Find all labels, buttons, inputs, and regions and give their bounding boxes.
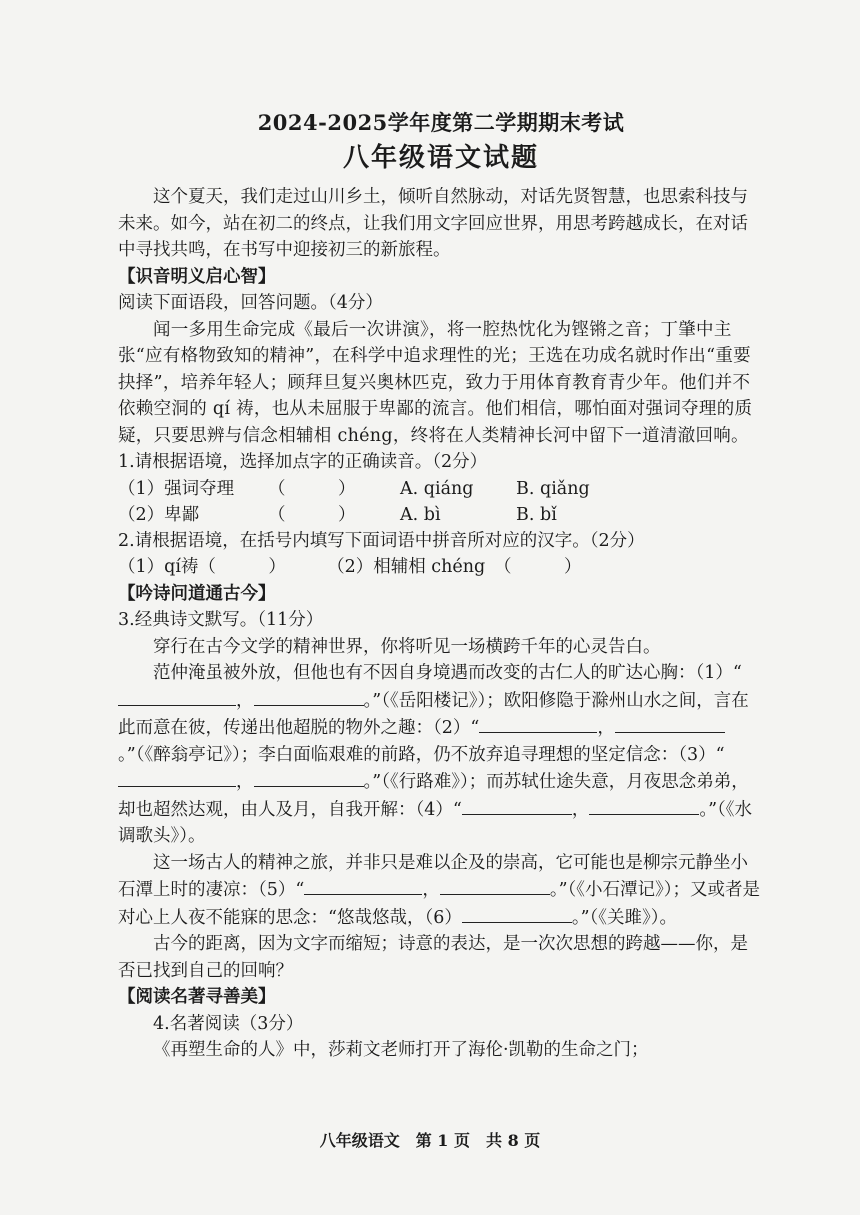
recitation-text: ， xyxy=(236,690,254,711)
blank-1b[interactable] xyxy=(254,687,364,706)
option-a[interactable]: A. qiáng xyxy=(400,478,474,499)
question-2-item-1[interactable]: （1）qí祷（ ） xyxy=(118,557,286,577)
recitation-text: 。”（《小石潭记》）；又或者是对心上人夜不能寐的思念：“悠哉悠哉，（6） xyxy=(118,880,761,928)
answer-paren[interactable]: （ ） xyxy=(268,478,356,499)
option-a[interactable]: A. bì xyxy=(400,504,441,525)
question-4-text: 《再塑生命的人》中，莎莉文老师打开了海伦·凯勒的生命之门； xyxy=(153,1040,649,1060)
blank-1a[interactable] xyxy=(118,687,236,706)
recitation-text: 。”（《岳阳楼记》）；欧阳修隐于滁州山水之间，言在此而意在彼，传递出他超脱的物外之趣：（2）“ xyxy=(118,690,749,738)
blank-5b[interactable] xyxy=(440,876,550,895)
answer-paren[interactable]: （ ） xyxy=(268,504,356,525)
question-1-item-1 xyxy=(118,476,764,502)
blank-4b[interactable] xyxy=(589,796,699,815)
item-label: （2）卑鄙 xyxy=(118,504,200,525)
section-header-poetry: 【吟诗问道通古今】 xyxy=(118,583,276,604)
recitation-paragraph-2 xyxy=(118,850,764,932)
intro-paragraph: 这个夏天，我们走过山川乡土，倾听自然脉动，对话先贤智慧，也思索科技与未来。如今，站在初二的终点，让我们用文字回应世界，用思考跨越成长，在对话中寻找共鸣，在书写中迎接初三的新旅程。 xyxy=(118,187,748,260)
recitation-text: 。”（《关雎》）。 xyxy=(571,907,678,928)
section-header-classics: 【阅读名著寻善美】 xyxy=(118,987,276,1007)
section1-instruction: 阅读下面语段，回答问题。（4分） xyxy=(118,293,383,313)
blank-4a[interactable] xyxy=(462,796,572,815)
blank-2a[interactable] xyxy=(479,714,597,733)
recitation-text: （1）“ xyxy=(695,663,742,683)
blank-3a[interactable] xyxy=(118,768,236,787)
recitation-paragraph-1 xyxy=(118,660,764,850)
recitation-text: 范仲淹虽被外放，但他也有不因自身境遇而改变的古仁人的旷达心胸： xyxy=(153,663,696,683)
question-1-item-2 xyxy=(118,502,764,528)
question-2-items xyxy=(118,554,764,581)
recitation-text: ， xyxy=(571,799,590,820)
blank-2b[interactable] xyxy=(615,714,725,733)
blank-6[interactable] xyxy=(462,904,572,923)
exam-subtitle: 八年级语文试题 xyxy=(342,143,539,173)
option-b[interactable]: B. bǐ xyxy=(516,504,557,525)
option-b[interactable]: B. qiǎng xyxy=(516,478,590,499)
blank-3b[interactable] xyxy=(254,768,364,787)
recitation-text: 。”（《水调歌头》）。 xyxy=(118,799,753,846)
closing-paragraph: 古今的距离，因为文字而缩短；诗意的表达，是一次次思想的跨越——你，是否已找到自己的回响？ xyxy=(118,934,748,981)
exam-title: 2024-2025学年度第二学期期末考试 xyxy=(257,110,625,135)
page-footer: 八年级语文 第 1 页 共 8 页 xyxy=(319,1131,541,1150)
question-2-stem: 2.请根据语境，在括号内填写下面词语中拼音所对应的汉字。（2分） xyxy=(118,530,645,551)
recitation-text: 。”（《行路难》）；而苏轼仕途失意，月夜思念弟弟，却也超然达观，由人及月，自我开解：（4）“ xyxy=(118,772,749,820)
recitation-text: ， xyxy=(236,772,254,792)
question-4-stem: 4.名著阅读（3分） xyxy=(153,1013,304,1034)
recitation-text: 这一场古人的精神之旅，并非只是难以企及的崇高，它可能也是柳宗元静坐小石潭上时的凄凉：（5）“ xyxy=(118,852,748,900)
question-3-stem: 3.经典诗文默写。（11分） xyxy=(118,610,324,630)
item-label: （1）强词夺理 xyxy=(118,478,235,499)
question-2-item-2[interactable]: （2）相辅相 chéng （ ） xyxy=(327,557,582,577)
question-3-intro: 穿行在古今文学的精神世界，你将听见一场横跨千年的心灵告白。 xyxy=(153,636,661,657)
recitation-text: ， xyxy=(422,880,440,900)
section-header-phonetics: 【识音明义启心智】 xyxy=(118,266,276,287)
question-1-stem: 1.请根据语境，选择加点字的正确读音。（2分） xyxy=(118,452,488,472)
reading-passage: 闻一多用生命完成《最后一次讲演》，将一腔热忱化为铿锵之音；丁肇中主张“应有格物致知的精神”，在科学中追求理性的光；王选在功成名就时作出“重要抉择”，培养年轻人；顾拜旦复兴奥林匹克，致力于用体育教育青少年。他们并不依赖空洞的 qí 祷，也从未屈服于卑鄙的流言。他们相信，哪怕面对强词夺理的质疑，只要思辨与信念相辅相 chéng，终将在人类精神长河中留下一道清澈回响。 xyxy=(118,319,753,446)
blank-5a[interactable] xyxy=(304,876,422,895)
recitation-text: 。”（《醉翁亭记》）；李白面临艰难的前路，仍不放弃追寻理想的坚定信念：（3）“ xyxy=(118,744,725,765)
recitation-text: ， xyxy=(597,718,615,738)
